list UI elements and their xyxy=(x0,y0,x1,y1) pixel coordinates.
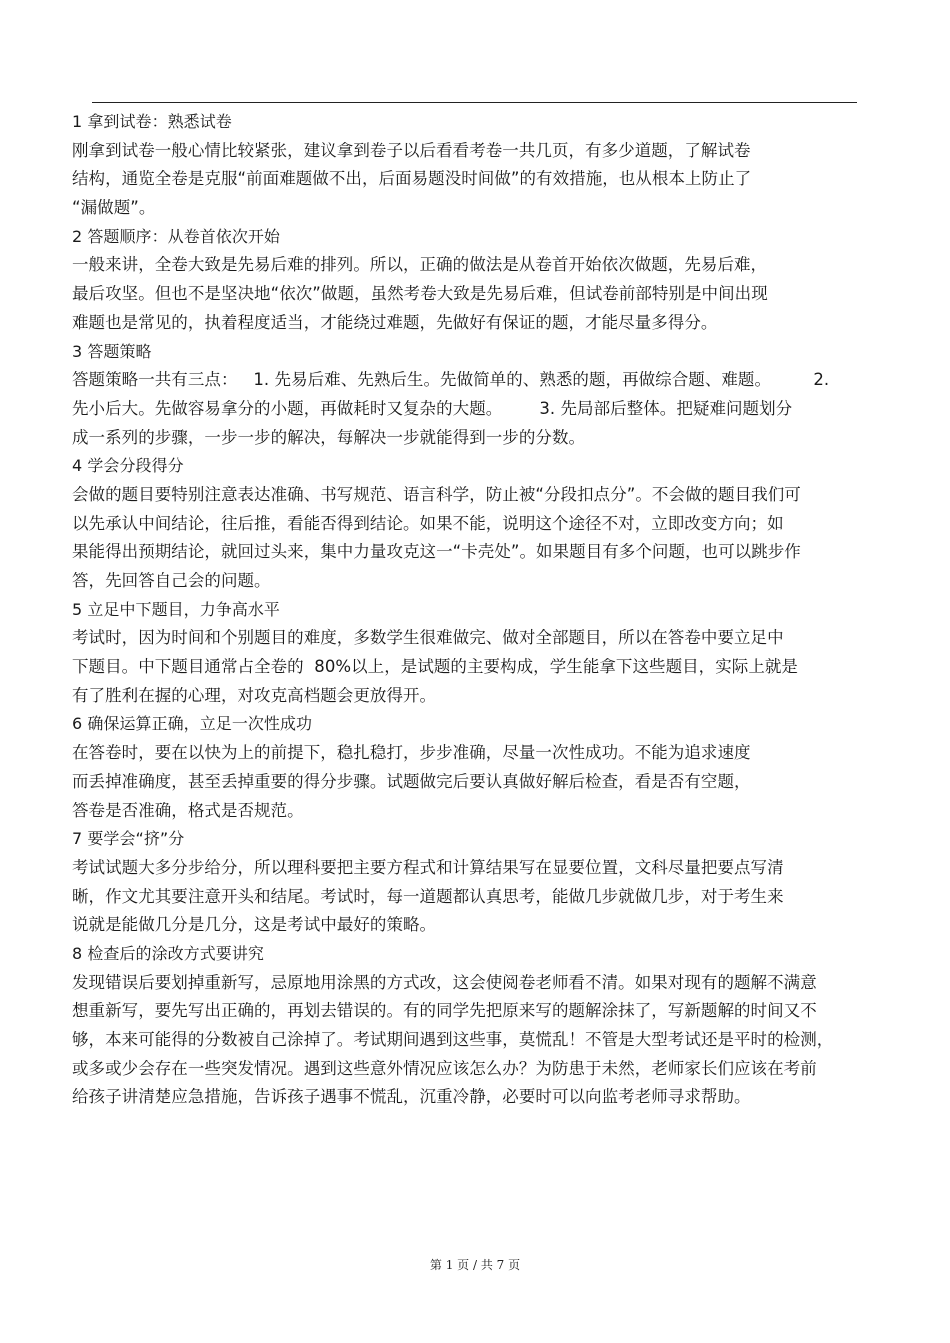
paragraph-line: “漏做题”。 xyxy=(72,198,156,218)
paragraph-line: 说就是能做几分是几分，这是考试中最好的策略。 xyxy=(72,915,437,935)
paragraph-line: 下题目。中下题目通常占全卷的 80%以上，是试题的主要构成，学生能拿下这些题目，实际上就是 xyxy=(72,657,798,677)
section-2 xyxy=(72,223,882,338)
section-heading: 2 答题顺序：从卷首依次开始 xyxy=(72,226,280,246)
section-heading: 3 答题策略 xyxy=(72,341,152,361)
paragraph-line: 晰，作文尤其要注意开头和结尾。考试时，每一道题都认真思考，能做几步就做几步，对于考生来 xyxy=(72,886,784,906)
paragraph-line: 答题策略一共有三点： 1. 先易后难、先熟后生。先做简单的、熟悉的题，再做综合题、难题。 2. xyxy=(72,370,830,390)
paragraph-line: 以先承认中间结论，往后推，看能否得到结论。如果不能，说明这个途径不对，立即改变方向；如 xyxy=(72,513,784,533)
section-heading: 1 拿到试卷：熟悉试卷 xyxy=(72,112,232,131)
paragraph-line: 结构，通览全卷是克服“前面难题做不出，后面易题没时间做”的有效措施，也从根本上防止了 xyxy=(72,169,752,189)
paragraph-line: 答卷是否准确，格式是否规范。 xyxy=(72,800,304,820)
paragraph-line: 而丢掉准确度，甚至丢掉重要的得分步骤。试题做完后要认真做好解后检查，看是否有空题， xyxy=(72,771,751,791)
paragraph-line: 在答卷时，要在以快为上的前提下，稳扎稳打，步步准确，尽量一次性成功。不能为追求速度 xyxy=(72,743,751,763)
paragraph-line: 或多或少会存在一些突发情况。遇到这些意外情况应该怎么办？为防患于未然，老师家长们应该在考前 xyxy=(72,1058,817,1078)
paragraph-line: 够，本来可能得的分数被自己涂掉了。考试期间遇到这些事，莫慌乱！不管是大型考试还是平时的检测， xyxy=(72,1030,834,1049)
paragraph-line: 一般来讲，全卷大致是先易后难的排列。所以，正确的做法是从卷首开始依次做题，先易后难， xyxy=(72,255,768,275)
paragraph-line: 果能得出预期结论，就回过头来，集中力量攻克这一“卡壳处”。如果题目有多个问题，也可以跳步作 xyxy=(72,542,801,562)
paragraph-line: 先小后大。先做容易拿分的小题，再做耗时又复杂的大题。 3. 先局部后整体。把疑难问题划分 xyxy=(72,398,793,418)
section-1 xyxy=(72,108,882,223)
section-5 xyxy=(72,596,882,711)
section-heading: 8 检查后的涂改方式要讲究 xyxy=(72,943,264,963)
section-heading: 6 确保运算正确，立足一次性成功 xyxy=(72,714,313,734)
paragraph-line: 会做的题目要特别注意表达准确、书写规范、语言科学，防止被“分段扣点分”。不会做的题目我们可 xyxy=(72,484,801,504)
paragraph-line: 难题也是常见的，执着程度适当，才能绕过难题，先做好有保证的题，才能尽量多得分。 xyxy=(72,312,718,332)
header-divider xyxy=(92,102,857,103)
section-heading: 7 要学会“挤”分 xyxy=(72,829,185,849)
section-7 xyxy=(72,825,882,940)
section-8 xyxy=(72,940,882,1112)
section-heading: 4 学会分段得分 xyxy=(72,456,184,476)
paragraph-line: 答，先回答自己会的问题。 xyxy=(72,571,271,590)
paragraph-line: 发现错误后要划掉重新写，忌原地用涂黑的方式改，这会使阅卷老师看不清。如果对现有的题解不满意 xyxy=(72,972,817,992)
paragraph-line: 考试试题大多分步给分，所以理科要把主要方程式和计算结果写在显要位置，文科尽量把要点写清 xyxy=(72,857,784,877)
paragraph-line: 有了胜利在握的心理，对攻克高档题会更放得开。 xyxy=(72,685,437,705)
paragraph-line: 给孩子讲清楚应急措施，告诉孩子遇事不慌乱，沉重冷静，必要时可以向监考老师寻求帮助。 xyxy=(72,1087,751,1107)
paragraph-line: 最后攻坚。但也不是坚决地“依次”做题，虽然考卷大致是先易后难，但试卷前部特别是中间出现 xyxy=(72,284,768,304)
section-6 xyxy=(72,710,882,825)
section-4 xyxy=(72,452,882,595)
document-body xyxy=(72,108,882,1112)
paragraph-line: 考试时，因为时间和个别题目的难度，多数学生很难做完、做对全部题目，所以在答卷中要立足中 xyxy=(72,628,784,648)
paragraph-line: 成一系列的步骤，一步一步的解决，每解决一步就能得到一步的分数。 xyxy=(72,427,586,447)
page-number-footer: 第 1 页 / 共 7 页 xyxy=(429,1258,521,1272)
paragraph-line: 刚拿到试卷一般心情比较紧张，建议拿到卷子以后看看考卷一共几页，有多少道题，了解试卷 xyxy=(72,140,751,160)
section-3 xyxy=(72,338,882,453)
section-heading: 5 立足中下题目，力争高水平 xyxy=(72,599,280,619)
paragraph-line: 想重新写，要先写出正确的，再划去错误的。有的同学先把原来写的题解涂抹了，写新题解的时间又不 xyxy=(72,1001,817,1021)
